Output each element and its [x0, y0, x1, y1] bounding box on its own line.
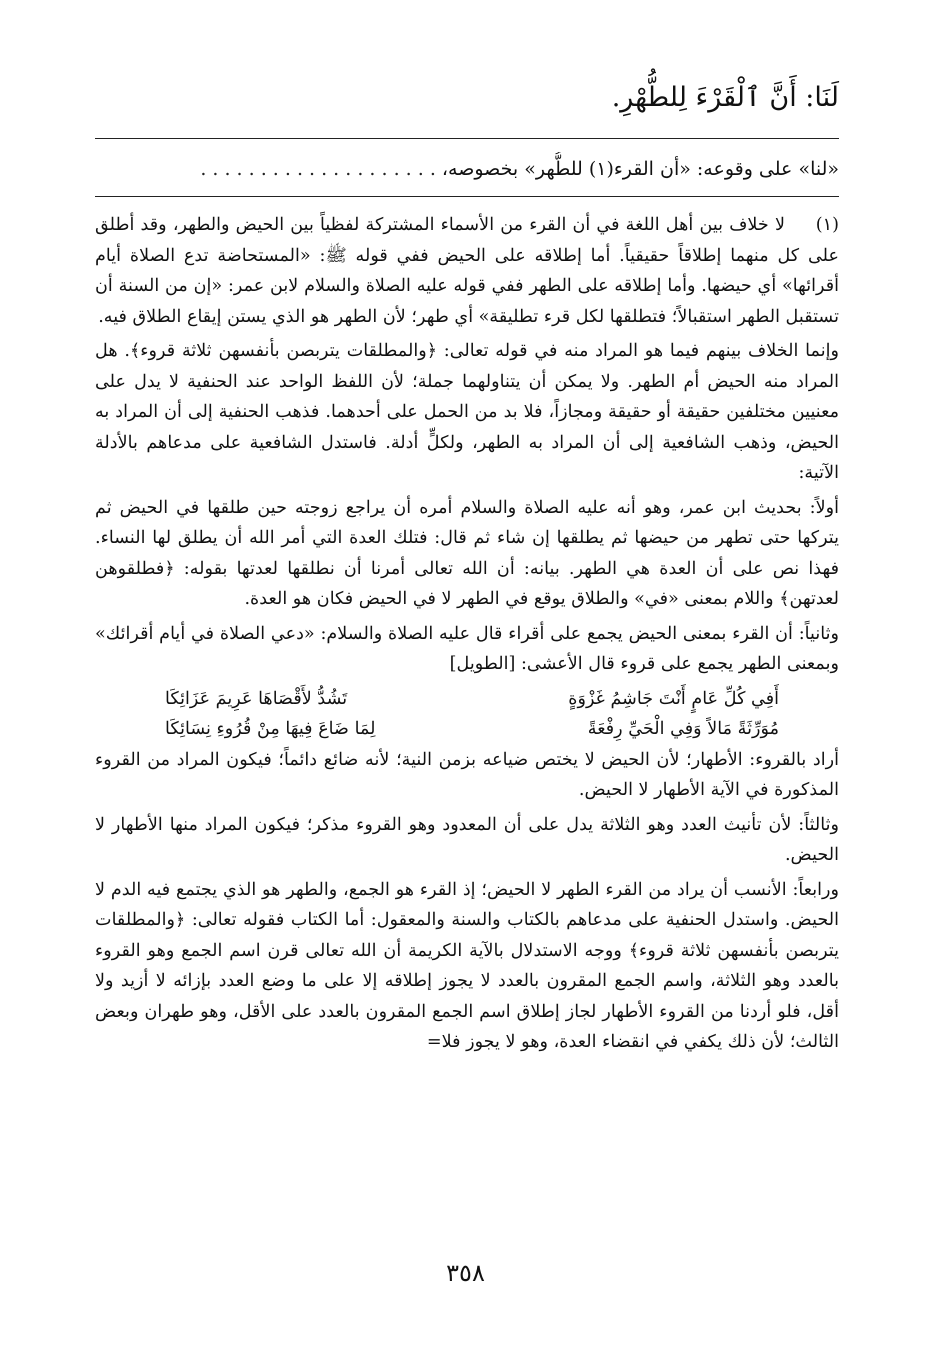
footnote-paragraph-4: وثانياً: أن القرء بمعنى الحيض يجمع على أقراء قال عليه الصلاة والسلام: «دعي الصلاة في أيام أقرائك» وبمعنى الطهر يجمع على قروء قال الأعشى: [الطويل]: [95, 623, 839, 674]
footnote-paragraph-7: ورابعاً: الأنسب أن يراد من القرء الطهر لا الحيض؛ إذ القرء هو الجمع، والطهر هو الذي يجتمع فيه الدم لا الحيض. واستدل الحنفية على مدعاهم بالكتاب والسنة والمعقول: أما الكتاب فقوله تعالى: ﴿والمطلقات يتربصن بأنفسهن ثلاثة قروء﴾ ووجه الاستدلال بالآية الكريمة أن الله تعالى قرن اسم الجمع وهو القروء بالعدد وهو الثلاثة، واسم الجمع المقرون بالعدد لا يجوز إطلاقه إلا على ما وضع العدد بإزائه لا أزيد ولا أقل، فلو أردنا من القروء الأطهار لجاز إطلاق اسم الجمع المقرون بالعدد على الأقل، وهو طهران وبعض الثالث؛ لأن ذلك يكفي في انقضاء العدة، وهو لا يجوز فلا=: [95, 879, 839, 1052]
commentary-line: [95, 152, 839, 186]
footnote-paragraph-1: [95, 210, 839, 332]
header-rule: [95, 138, 839, 139]
footnote-rule: [95, 196, 839, 197]
commentary-text: «لنا» على وقوعه: «أن القرء(١) للطُّهر» بخصوصه،: [441, 158, 839, 180]
verse-1-second-hemistich: تَشُدُّ لأَقْصَاهَا عَرِيمَ عَزَائِكَا: [165, 688, 348, 709]
matn-headline: لَنَا: أَنَّ ٱلْقَرْءَ لِلطُّهْرِ.: [611, 82, 839, 113]
footnote-block: [95, 210, 839, 1062]
verse-line-1: [95, 684, 839, 715]
verse-line-2: [95, 714, 839, 745]
page-number: ٣٥٨: [446, 1259, 485, 1287]
verse-2-first-hemistich: مُوَرِّثَةً مَالاً وَفِي الْحَيِّ رِفْعَةً: [587, 719, 779, 739]
footnote-paragraph-5: أراد بالقروء: الأطهار؛ لأن الحيض لا يختص ضياعه بزمن النية؛ لأنه ضائع دائماً؛ فيكون المراد من القروء المذكورة في الآية الأطهار لا الحيض.: [95, 749, 839, 800]
footnote-marker: (١): [815, 215, 839, 235]
footnote-paragraph-2: وإنما الخلاف بينهم فيما هو المراد منه في قوله تعالى: ﴿والمطلقات يتربصن بأنفسهن ثلاثة قروء﴾. هل المراد منه الحيض أم الطهر. ولا يمكن أن يتناولهما جملة؛ لأن اللفظ الواحد عند الحنفية لا يدل على معنيين مختلفين حقيقة أو حقيقة ومجازاً، فلا بد من الحمل على أحدهما. فذهب الحنفية إلى أن المراد به الحيض، وذهب الشافعية إلى أن المراد به الطهر، ولكلٍّ أدلة. فاستدل الشافعية على مدعاهم بالأدلة الآتية:: [95, 341, 839, 483]
verse-2-second-hemistich: لِمَا ضَاعَ فِيهَا مِنْ قُرُوءِ نِسَائِكَا: [165, 719, 376, 739]
footnote-paragraph-6: وثالثاً: لأن تأنيث العدد وهو الثلاثة يدل على أن المعدود وهو القروء مذكر؛ فيكون المراد منها الأطهار لا الحيض.: [95, 814, 839, 865]
verse-1-first-hemistich: أَفِي كُلِّ عَامٍ أَنْتَ جَاشِمُ غَزْوَةٍ: [568, 688, 779, 709]
commentary-dots: . . . . . . . . . . . . . . . . . . . .: [200, 158, 436, 180]
footnote-paragraph-3: أولاً: بحديث ابن عمر، وهو أنه عليه الصلاة والسلام أمره أن يراجع زوجته حين طلقها في الحيض ثم يتركها حتى تطهر من حيضها ثم يطلقها إن شاء ثم قال: فتلك العدة التي أمر الله أن يطلق لها النساء. فهذا نص على أن العدة هي الطهر. بيانه: أن الله تعالى أمرنا أن نطلقها لعدتها بقوله: ﴿فطلقوهن لعدتهن﴾ واللام بمعنى «في» والطلاق يوقع في الطهر لا في الحيض فكان هو العدة.: [95, 497, 839, 609]
footnote-text-1: لا خلاف بين أهل اللغة في أن القرء من الأسماء المشتركة لفظياً بين الحيض والطهر، وقد أطلق على كل منهما إطلاقاً حقيقياً. أما إطلاقه على الحيض ففي قوله ﷺ: «المستحاضة تدع الصلاة أيام أقرائها» أي حيضها. وأما إطلاقه على الطهر ففي قوله عليه الصلاة والسلام لابن عمر: «إن من السنة أن تستقبل الطهر استقبالاً؛ فتطلقها لكل قرء تطليقة» أي طهر؛ لأن الطهر هو الذي يستن إيقاع الطلاق فيه.: [95, 215, 839, 327]
